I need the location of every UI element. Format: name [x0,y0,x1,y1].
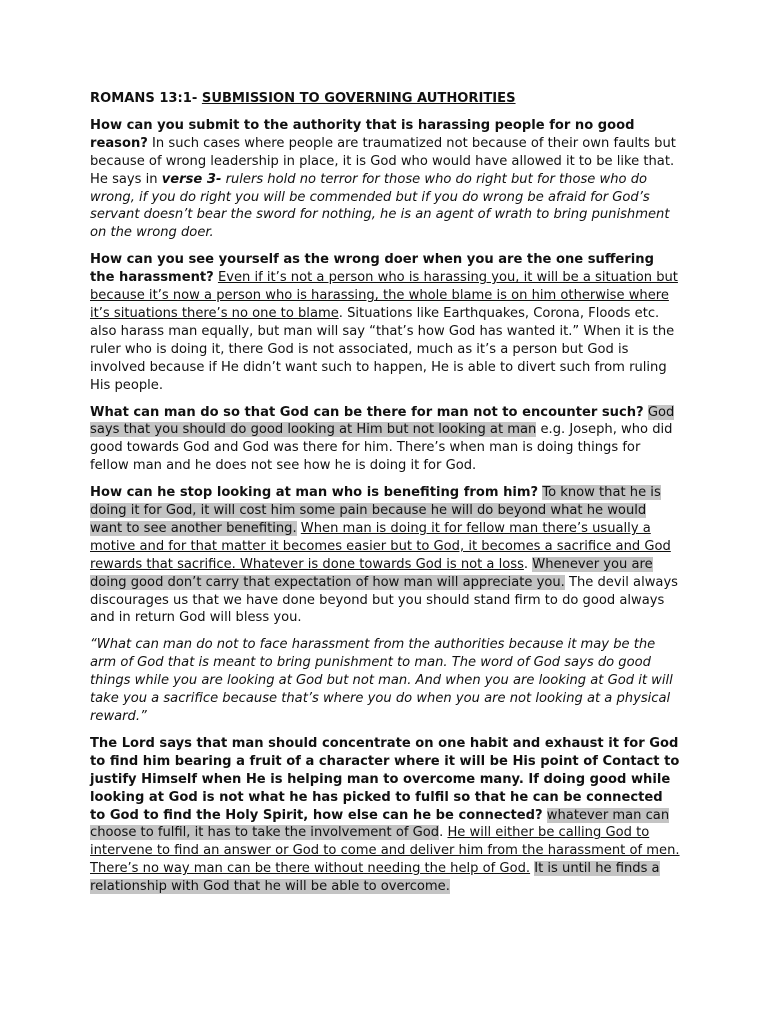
p5-quote: “What can man do not to face harassment from the authorities because it may be the arm of God that is meant to bring punishment to man. The word of God says do good things while you are looking at God but not man. And when you are looking at God it will take you a sacrifice because that’s where you do when you are not looking at a physical reward.” [90,637,673,724]
p4-highlight-2: Whenever you are doing good don’t carry that expectation of how man will appreciate you. [90,556,653,590]
question-2: How can you see yourself as the wrong doer when you are the one suffering the harassment? [90,252,654,286]
question-3: What can man do so that God can be there for man not to encounter such? [90,404,644,420]
question-4: How can he stop looking at man who is benefiting from him? [90,485,539,501]
p2-text-1: . Situations like Earthquakes, Corona, Floods etc. also harass man equally, but man will say “that’s how God has wanted it.” When it is the ruler who is doing it, there God is not associated, much as it’s a person but God is involved because if He didn’t want such to happen, He is able to divert such from ruling His people. [90,305,675,393]
p4-underlined-1: When man is doing it for fellow man there’s usually a motive and for that matter it becomes easier but to God, it becomes a sacrifice and God rewards that sacrifice. Whatever is done towards God is not a loss [90,520,671,572]
question-1: How can you submit to the authority that is harassing people for no good reason? [90,117,635,151]
p2-underlined-1: Even if it’s not a person who is harassing you, it will be a situation but because it’s now a person who is harassing, the whole blame is on him otherwise where it’s situations there’s no one to blame [90,270,678,321]
p6-underlined-1: He will either be calling God to intervene to find an answer or God to come and deliver him from the harassment of men. There’s no way man can be there without needing the help of God. [90,825,680,877]
verse-reference: verse 3- [161,171,222,187]
document-body [90,90,682,905]
p3-text-1: e.g. Joseph, who did good towards God and God was there for him. There’s when man is doing things for fellow man and he does not see how he is doing it for God. [90,422,673,474]
paragraph-6 [90,735,682,896]
p4-text-1: . [523,556,533,572]
title-prefix: ROMANS 13:1- [90,91,202,106]
paragraph-3 [90,404,682,476]
document-title [90,90,682,108]
p6-text-1: . [439,825,448,841]
p6-highlight-2: It is until he finds a relationship with God that he will be able to overcome. [90,861,660,895]
paragraph-5 [90,636,682,726]
p4-text-2: The devil always discourages us that we have done beyond but you should stand firm to do good always and in return God will bless you. [90,574,679,626]
paragraph-1 [90,117,682,242]
p4-highlight-1: To know that he is doing it for God, it will cost him some pain because he will do beyond what he would want to see another benefiting. [90,485,661,536]
p1-text-1: In such cases where people are traumatized not because of their own faults but because of wrong leadership in place, it is God who would have allowed it to be like that. He says in [90,135,676,187]
paragraph-2 [90,251,682,394]
p6-highlight-1: whatever man can choose to fulfil, it has to take the involvement of God [90,807,670,841]
paragraph-4 [90,484,682,627]
title-main: SUBMISSION TO GOVERNING AUTHORITIES [201,91,516,106]
verse-quote: rulers hold no terror for those who do right but for those who do wrong, if you do right you will be commended but if you do wrong be afraid for God’s servant doesn’t bear the sword for nothing, he is an agent of wrath to bring punishment on the wrong doer. [90,171,670,241]
question-6: The Lord says that man should concentrate on one habit and exhaust it for God to find him bearing a fruit of a character where it will be His point of Contact to justify Himself when He is helping man to overcome many. If doing good while looking at God is not what he has picked to fulfil so that he can be connected to God to find the Holy Spirit, how else can he be connected? [90,735,680,823]
p3-highlight-1: God says that you should do good looking at Him but not looking at man [90,404,675,438]
